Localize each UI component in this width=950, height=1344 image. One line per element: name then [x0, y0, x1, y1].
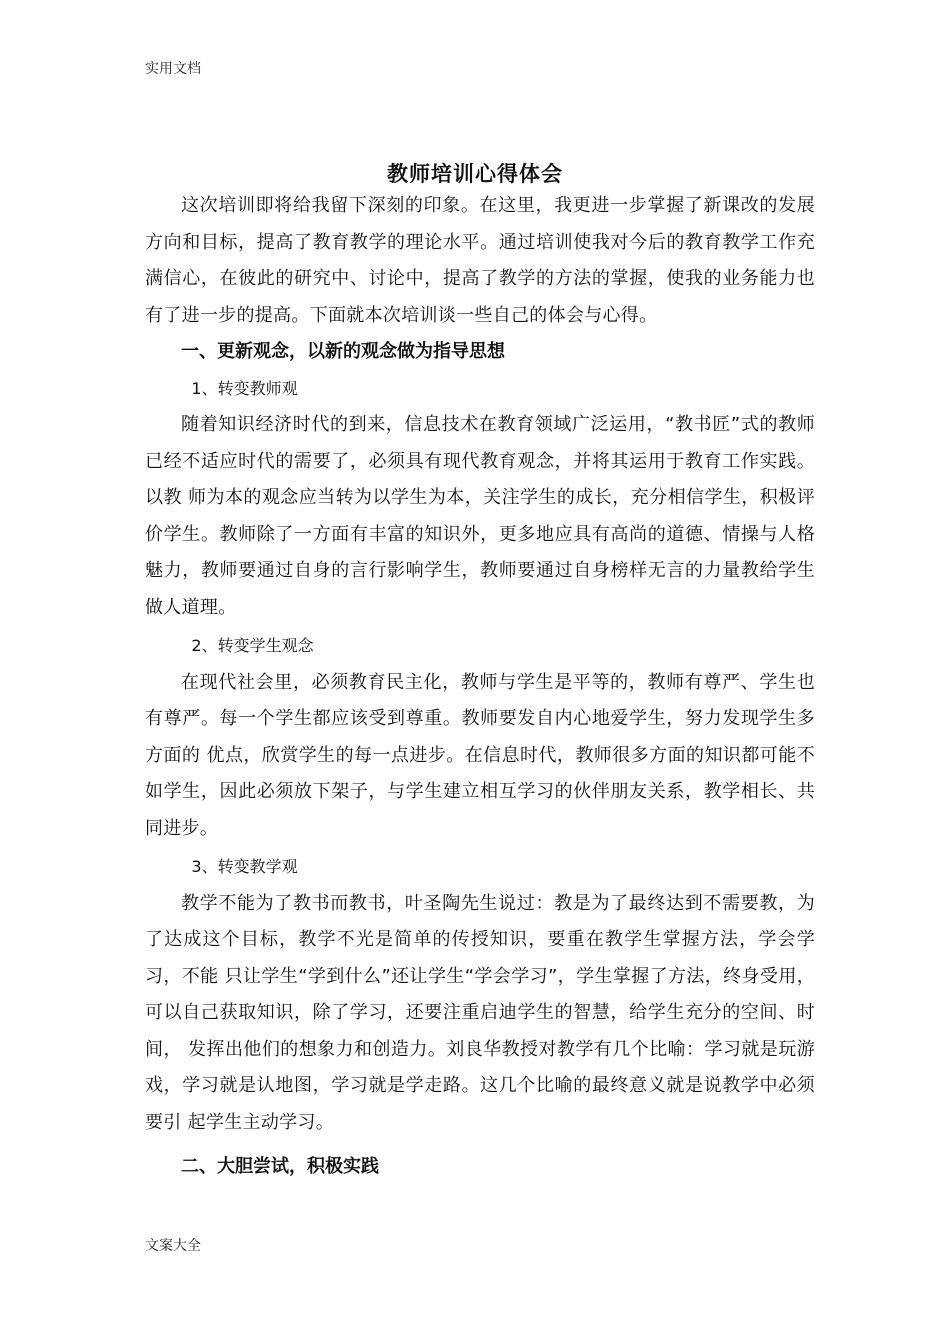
subsection-2-heading: 2、转变学生观念: [191, 636, 314, 655]
section-2-heading: 二、大胆尝试，积极实践: [181, 1156, 379, 1177]
subsection-1-paragraph: 随着知识经济时代的到来，信息技术在教育领域广泛运用，“教书匠”式的教师已经不适应时代的需要了，必须具有现代教育观念，并将其运用于教育工作实践。以教 师为本的观念应当转为以学生为本，关注学生的成长，充分相信学生，积极评价学生。教师除了一方面有丰富的知识外，更多地应具有高尚的道德、情操与人格魅力，教师要通过自身的言行影响学生，教师要通过自身榜样无言的力量教给学生做人道理。: [145, 414, 815, 618]
subsection-1-heading: 1、转变教师观: [191, 378, 298, 398]
page-footer: 文案大全: [145, 1238, 201, 1254]
section-1-heading: 一、更新观念，以新的观念做为指导思想: [181, 341, 505, 362]
page-header: 实用文档: [145, 61, 201, 77]
subsection-2-paragraph: 在现代社会里，必须教育民主化，教师与学生是平等的，教师有尊严、学生也有尊严。每一个学生都应该受到尊重。教师要发自内心地爱学生，努力发现学生多方面的 优点，欣赏学生的每一点进步。在信息时代，教师很多方面的知识都可能不如学生，因此必须放下架子，与学生建立相互学习的伙伴朋友关系，教学相长、共同进步。: [145, 671, 815, 839]
subsection-3-paragraph: 教学不能为了教书而教书，叶圣陶先生说过：教是为了最终达到不需要教，为了达成这个目标，教学不光是简单的传授知识，要重在教学生掌握方法，学会学习，不能 只让学生“学到什么”还让学生“学会学习”，学生掌握了方法，终身受用，可以自己获取知识，除了学习，还要注重启迪学生的智慧，给学生充分的空间、时间， 发挥出他们的想象力和创造力。刘良华教授对教学有几个比喻：学习就是玩游戏，学习就是认地图，学习就是学走路。这几个比喻的最终意义就是说教学中必须要引 起学生主动学习。: [145, 892, 815, 1133]
subsection-3-heading: 3、转变教学观: [191, 857, 298, 876]
document-body: [145, 188, 815, 1186]
document-title: 教师培训心得体会: [387, 162, 563, 187]
intro-paragraph: 这次培训即将给我留下深刻的印象。在这里，我更进一步掌握了新课改的发展方向和目标，提高了教育教学的理论水平。通过培训使我对今后的教育教学工作充满信心，在彼此的研究中、讨论中，提高了教学的方法的掌握，使我的业务能力也有了进一步的提高。下面就本次培训谈一些自己的体会与心得。: [145, 195, 815, 326]
